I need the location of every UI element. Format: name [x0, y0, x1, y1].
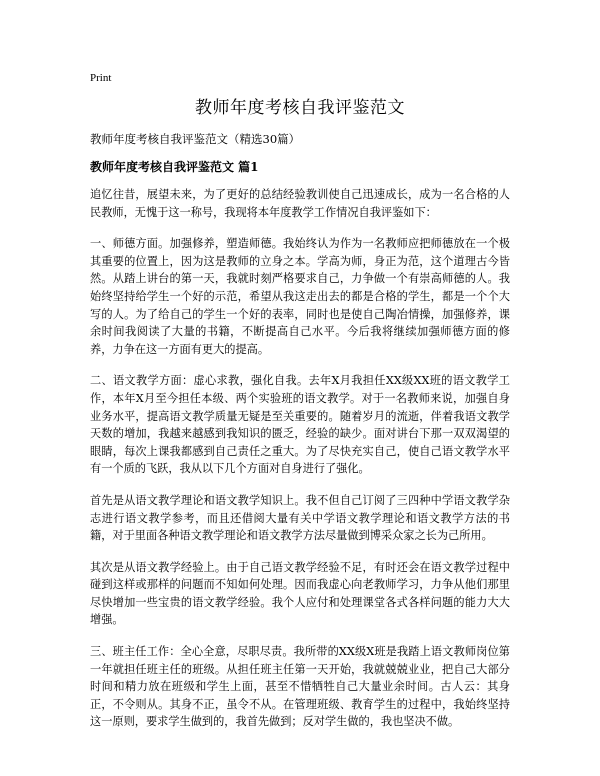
document-body — [90, 186, 510, 731]
print-label: Print — [90, 72, 112, 84]
document-title: 教师年度考核自我评鉴范文 — [195, 98, 405, 118]
paragraph: 二、语文教学方面：虚心求教，强化自我。去年X月我担任XX级XX班的语文教学工作，本年X月至今担任本级、两个实验班的语文教学。对于一名教师来说，加强自身业务水平，提高语文教学质量无疑是至关重要的。随着岁月的流逝，伴着我语文教学天数的增加，我越来越感到我知识的匮乏，经验的缺少。面对讲台下那一双双渴望的眼睛，每次上课我都感到自己责任之重大。为了尽快充实自己，使自己语文教学水平有一个质的飞跃，我从以下几个方面对自身进行了强化。 — [90, 374, 510, 476]
paragraph: 一、师德方面。加强修养，塑造师德。我始终认为作为一名教师应把师德放在一个极其重要的位置上，因为这是教师的立身之本。学高为师，身正为范，这个道理古今皆然。从踏上讲台的第一天，我就时刻严格要求自己，力争做一个有崇高师德的人。我始终坚持给学生一个好的示范，希望从我这走出去的都是合格的学生，都是一个个大写的人。为了给自己的学生一个好的表率，同时也是使自己陶冶情操，加强修养，课余时间我阅读了大量的书籍，不断提高自己水平。今后我将继续加强师德方面的修养，力争在这一方面有更大的提高。 — [90, 237, 510, 356]
document-subtitle: 教师年度考核自我评鉴范文（精选30篇） — [90, 132, 301, 146]
section-heading: 教师年度考核自我评鉴范文 篇1 — [90, 160, 259, 174]
paragraph: 其次是从语文教学经验上。由于自己语文教学经验不足，有时还会在语文教学过程中碰到这样或那样的问题而不知如何处理。因而我虚心向老教师学习，力争从他们那里尽快增加一些宝贵的语文教学经验。我个人应付和处理课堂各式各样问题的能力大大增强。 — [90, 560, 510, 627]
paragraph: 首先是从语文教学理论和语文教学知识上。我不但自己订阅了三四种中学语文教学杂志进行语文教学参考，而且还借阅大量有关中学语文教学理论和语文教学方法的书籍，对于里面各种语文教学理论和语文教学方法尽量做到博采众家之长为己所用。 — [90, 493, 510, 543]
paragraph: 三、班主任工作：全心全意，尽职尽责。我所带的XX级X班是我踏上语文教师岗位第一年就担任班主任的班级。从担任班主任第一天开始，我就兢兢业业，把自己大部分时间和精力放在班级和学生上面，甚至不惜牺牲自己大量业余时间。古人云：其身正，不令则从。其身不正，虽令不从。在管理班级、教育学生的过程中，我始终坚持这一原则，要求学生做到的，我首先做到；反对学生做的，我也坚决不做。 — [90, 645, 510, 729]
paragraph: 追忆往昔，展望未来，为了更好的总结经验教训使自己迅速成长，成为一名合格的人民教师，无愧于这一称号，我现将本年度教学工作情况自我评鉴如下： — [90, 188, 510, 219]
